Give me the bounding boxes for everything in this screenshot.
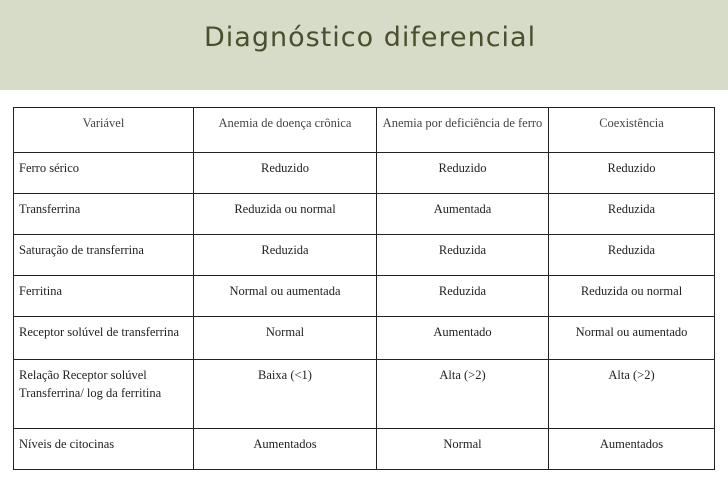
table-cell: Reduzida (549, 235, 715, 276)
header-anemia-deficiencia-ferro: Anemia por deficiência de ferro (377, 108, 549, 153)
table-cell: Reduzido (194, 153, 377, 194)
table-cell: Alta (>2) (377, 360, 549, 429)
row-label: Receptor solúvel de transferrina (14, 317, 194, 360)
table-cell: Reduzida (194, 235, 377, 276)
row-label: Transferrina (14, 194, 194, 235)
slide-title: Diagnóstico diferencial (204, 22, 537, 53)
table-cell: Reduzida (549, 194, 715, 235)
header-variavel: Variável (14, 108, 194, 153)
table-cell: Aumentados (549, 429, 715, 470)
table-row (14, 235, 715, 276)
table-row (14, 317, 715, 360)
table-cell: Reduzida ou normal (549, 276, 715, 317)
table-cell: Normal ou aumentada (194, 276, 377, 317)
table-cell: Baixa (<1) (194, 360, 377, 429)
table-row (14, 429, 715, 470)
differential-diagnosis-table (13, 107, 715, 470)
table-cell: Reduzido (549, 153, 715, 194)
table-cell: Reduzida (377, 235, 549, 276)
table-cell: Reduzida ou normal (194, 194, 377, 235)
table-cell: Normal ou aumentado (549, 317, 715, 360)
row-label: Relação Receptor solúvel Transferrina/ log da ferritina (14, 360, 194, 429)
row-label: Ferritina (14, 276, 194, 317)
table-cell: Aumentada (377, 194, 549, 235)
row-label: Níveis de citocinas (14, 429, 194, 470)
table-cell: Alta (>2) (549, 360, 715, 429)
header-coexistencia: Coexistência (549, 108, 715, 153)
table-row (14, 194, 715, 235)
table-cell: Normal (377, 429, 549, 470)
table-cell: Reduzido (377, 153, 549, 194)
table-container (13, 107, 714, 470)
title-band (0, 0, 728, 90)
table-cell: Reduzida (377, 276, 549, 317)
table-cell: Aumentado (377, 317, 549, 360)
table-row (14, 153, 715, 194)
table-header-row (14, 108, 715, 153)
row-label: Saturação de transferrina (14, 235, 194, 276)
table-row (14, 276, 715, 317)
table-cell: Aumentados (194, 429, 377, 470)
header-anemia-doenca-cronica: Anemia de doença crônica (194, 108, 377, 153)
row-label: Ferro sérico (14, 153, 194, 194)
table-cell: Normal (194, 317, 377, 360)
table-row (14, 360, 715, 429)
